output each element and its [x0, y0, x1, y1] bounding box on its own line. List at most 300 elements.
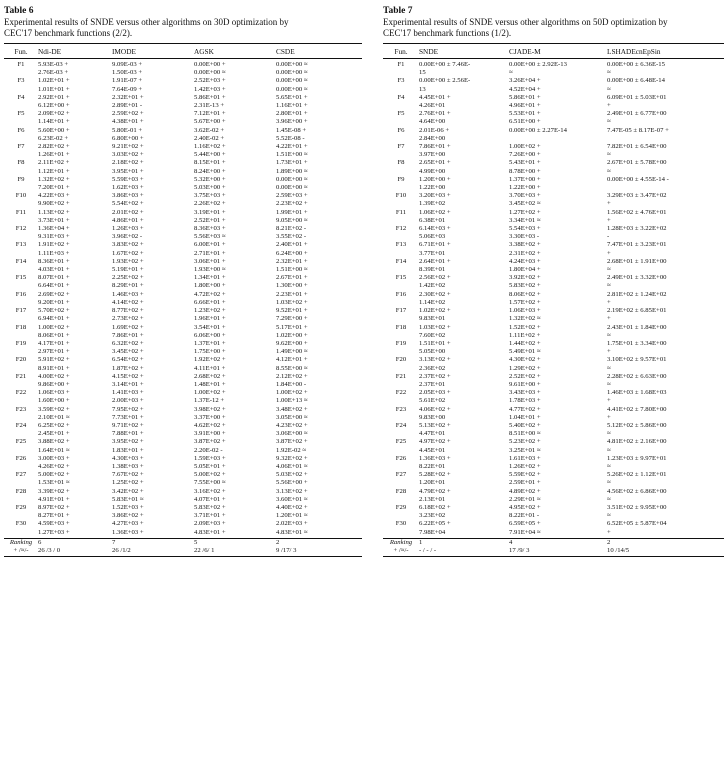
row-mean-line — [383, 110, 724, 118]
function-label-spacer — [383, 496, 419, 504]
result-cell: 3.26E+04 + — [509, 77, 541, 85]
result-cell: 4.26E+02 + — [38, 462, 70, 470]
result-cell: 1.91E+02 + — [38, 241, 70, 249]
result-cell: 9.21E+02 + — [112, 143, 144, 151]
function-label-spacer — [4, 479, 38, 487]
function-label: F28 — [395, 487, 407, 495]
row-std-line — [383, 69, 724, 77]
result-cell: 8.36E+01 + — [38, 257, 70, 265]
function-label-spacer — [383, 184, 419, 192]
result-cell: + — [607, 413, 611, 421]
result-cell: 0.00E+00 ± 2.27E-14 — [509, 126, 567, 134]
result-cell: 2.02E+03 + — [276, 520, 308, 528]
result-cell: 8.78E+00 + — [509, 167, 541, 175]
result-cell: ≈ — [607, 167, 611, 175]
function-label: F21 — [15, 372, 27, 380]
row-mean-line — [4, 324, 362, 332]
function-label-spacer — [383, 217, 419, 225]
function-label: F23 — [395, 405, 407, 413]
result-cell: 3.06E+01 + — [194, 257, 226, 265]
result-cell: 2.30E+02 + — [419, 290, 451, 298]
function-label: F10 — [395, 192, 407, 200]
result-cell: 3.73E+01 + — [38, 216, 70, 224]
row-mean-line — [383, 291, 724, 299]
row-mean-line — [4, 340, 362, 348]
result-cell: 5.83E+02 + — [509, 282, 541, 290]
result-cell: 6.64E+01 + — [38, 282, 70, 290]
table7-label: Table 7 — [383, 6, 413, 16]
result-cell: 3.14E+01 + — [112, 380, 144, 388]
table-row — [4, 143, 362, 159]
table-row — [4, 488, 362, 504]
table6-ranking-value: 5 — [194, 538, 198, 546]
result-cell: 1.42E+02 — [419, 282, 446, 290]
result-cell: 6.12E+00 + — [38, 102, 70, 110]
function-label: F6 — [17, 126, 25, 134]
result-cell: 5.67E+00 + — [194, 118, 226, 126]
function-label: F1 — [17, 61, 25, 68]
result-cell: 3.29E+03 ± 3.47E+02 — [607, 192, 667, 200]
function-label-spacer — [383, 332, 419, 340]
result-cell: 9.09E-03 + — [112, 61, 143, 68]
result-cell: 5.54E+03 + — [509, 225, 541, 233]
row-mean-line — [383, 192, 724, 200]
function-label: F20 — [395, 356, 407, 364]
result-cell: ≈ — [607, 118, 611, 126]
result-cell: 2.52E+02 + — [509, 372, 541, 380]
result-cell: 4.99E+00 — [419, 167, 446, 175]
result-cell: 3.92E+02 + — [509, 274, 541, 282]
result-cell: 2.11E+02 + — [38, 159, 70, 167]
function-label-spacer — [383, 168, 419, 176]
result-cell: 3.39E+02 + — [38, 487, 70, 495]
result-cell: 2.59E+01 + — [509, 479, 541, 487]
function-label: F27 — [15, 471, 27, 479]
result-cell: 2.59E+02 + — [112, 110, 144, 118]
table6-wtl-value: 26 /3 / 0 — [38, 547, 61, 555]
row-std-line — [4, 463, 362, 471]
result-cell: 9.05E+00 ≈ — [276, 216, 308, 224]
result-cell: 3.43E+03 + — [509, 389, 541, 397]
result-cell: 1.61E+03 + — [509, 454, 541, 462]
result-cell: 1.22E+00 + — [509, 184, 541, 192]
result-cell: 6.38E+01 — [419, 216, 446, 224]
row-std-line — [383, 250, 724, 258]
result-cell: 5.52E-08 - — [276, 134, 305, 142]
result-cell: 1.16E+01 + — [276, 102, 308, 110]
row-mean-line — [383, 406, 724, 414]
row-mean-line — [383, 324, 724, 332]
function-label: F13 — [15, 241, 27, 249]
function-label: F5 — [17, 110, 25, 118]
result-cell: 1.44E+02 + — [509, 339, 541, 347]
result-cell: 1.27E+02 + — [509, 208, 541, 216]
result-cell: 2.43E+01 ± 1.84E+00 — [607, 323, 667, 331]
function-label-spacer — [383, 447, 419, 455]
result-cell: 2.68E+01 ± 1.91E+00 — [607, 257, 667, 265]
row-std-line — [4, 397, 362, 405]
function-label-spacer — [383, 299, 419, 307]
result-cell — [607, 135, 724, 143]
function-label: F17 — [395, 307, 407, 315]
row-mean-line — [4, 110, 362, 118]
result-cell: 1.13E+02 + — [38, 208, 70, 216]
table-row — [4, 94, 362, 110]
result-cell: 2.31E+02 + — [509, 249, 541, 257]
table-row — [4, 61, 362, 77]
function-label: F8 — [17, 159, 25, 167]
function-label: F29 — [15, 503, 27, 511]
result-cell: 2.20E-02 - — [194, 446, 223, 454]
row-mean-line — [4, 192, 362, 200]
result-cell: 5.59E+02 + — [509, 471, 541, 479]
result-cell: 4.41E+02 ± 7.80E+00 — [607, 405, 667, 413]
result-cell: 5.49E+01 ≈ — [509, 348, 541, 356]
table-row — [383, 127, 724, 143]
table7-header-row — [383, 44, 724, 58]
result-cell: ≈ — [607, 266, 611, 274]
table6-wtl-label: + /≈/- — [13, 547, 29, 555]
row-mean-line — [4, 455, 362, 463]
result-cell: 7.60E+02 — [419, 331, 446, 339]
result-cell: 6.22E+05 + — [419, 520, 451, 528]
result-cell: 4.12E+01 + — [276, 356, 308, 364]
result-cell: 1.26E+01 + — [38, 151, 70, 159]
row-std-line — [4, 348, 362, 356]
function-label-spacer — [383, 151, 419, 159]
result-cell: 1.49E+00 ≈ — [276, 348, 308, 356]
result-cell: 1.99E+01 + — [276, 208, 308, 216]
result-cell: 0.00E+00 ± 2.56E- — [419, 77, 471, 85]
result-cell: 1.27E+03 + — [38, 528, 70, 536]
row-std-line — [383, 315, 724, 323]
function-label-spacer — [383, 200, 419, 208]
result-cell: 3.03E+02 + — [112, 151, 144, 159]
row-mean-line — [383, 176, 724, 184]
result-cell: 3.70E+03 + — [509, 192, 541, 200]
row-mean-line — [4, 127, 362, 135]
result-cell: 2.67E+01 ± 5.78E+00 — [607, 159, 667, 167]
result-cell: 3.00E+03 + — [38, 454, 70, 462]
result-cell: 2.59E+03 + — [276, 192, 308, 200]
result-cell: ≈ — [509, 69, 513, 77]
result-cell: 3.25E+01 ≈ — [509, 446, 541, 454]
result-cell: 9.83E+01 — [419, 315, 446, 323]
row-std-line — [383, 414, 724, 422]
table-row — [4, 110, 362, 126]
row-std-line — [4, 135, 362, 143]
function-label: F14 — [15, 257, 27, 265]
row-mean-line — [4, 241, 362, 249]
result-cell: 4.30E+02 + — [509, 356, 541, 364]
function-label-spacer — [4, 151, 38, 159]
table-row — [4, 356, 362, 372]
function-label-spacer — [383, 69, 419, 77]
result-cell: 1.67E+02 + — [112, 249, 144, 257]
function-label-spacer — [383, 381, 419, 389]
function-label-spacer — [383, 430, 419, 438]
result-cell: 4.47E+01 — [419, 430, 446, 438]
table7-ranking-label: Ranking — [389, 538, 413, 546]
result-cell: 1.75E+01 ± 3.34E+00 — [607, 339, 667, 347]
result-cell: 15 — [419, 69, 426, 77]
table6-ranking-value: 7 — [112, 538, 116, 546]
row-std-line — [383, 397, 724, 405]
result-cell: 6.06E+00 + — [194, 331, 226, 339]
result-cell: 6.94E+01 + — [38, 315, 70, 323]
function-label-spacer — [4, 381, 38, 389]
result-cell: 1.01E+01 + — [38, 85, 70, 93]
result-cell: 8.21E+02 - — [276, 225, 307, 233]
result-cell: 0.00E+00 ≈ — [276, 85, 308, 93]
result-cell: 2.80E+01 + — [276, 110, 308, 118]
function-label-spacer — [383, 135, 419, 143]
table7-panel — [383, 6, 724, 557]
table-row — [383, 340, 724, 356]
table7-ranking-row — [383, 539, 724, 548]
result-cell: ≈ — [607, 495, 611, 503]
table-row — [4, 241, 362, 257]
function-label: F22 — [395, 389, 407, 397]
result-cell: 1.53E+01 ≈ — [38, 479, 70, 487]
result-cell: 4.30E+03 + — [112, 454, 144, 462]
result-cell: 4.62E+02 + — [194, 421, 226, 429]
result-cell: 1.38E+03 + — [112, 462, 144, 470]
table-row — [383, 77, 724, 93]
function-label-spacer — [4, 430, 38, 438]
function-label: F1 — [397, 61, 405, 68]
result-cell: 1.36E+04 + — [38, 225, 70, 233]
result-cell: 4.22E+01 + — [276, 143, 308, 151]
result-cell: 5.28E+02 + — [419, 471, 451, 479]
result-cell: 0.00E+00 ± 2.92E-13 — [509, 61, 567, 68]
result-cell: 8.07E+01 + — [38, 274, 70, 282]
row-mean-line — [4, 61, 362, 69]
table7-header-snde: SNDE — [419, 46, 439, 56]
result-cell: 4.00E+02 + — [38, 372, 70, 380]
table7-header-fun: Fun. — [394, 46, 408, 56]
function-label: F7 — [397, 143, 405, 151]
table-row — [383, 291, 724, 307]
result-cell: 2.26E+02 + — [194, 200, 226, 208]
function-label-spacer — [383, 233, 419, 241]
result-cell: 3.86E+03 + — [112, 192, 144, 200]
result-cell: 8.22E+01 - — [509, 512, 540, 520]
result-cell: 7.55E+00 ≈ — [194, 479, 226, 487]
row-mean-line — [4, 225, 362, 233]
result-cell: 1.51E+01 + — [419, 339, 451, 347]
result-cell: 6.18E+02 + — [419, 503, 451, 511]
function-label: F11 — [395, 208, 407, 216]
row-std-line — [383, 512, 724, 520]
row-std-line — [383, 282, 724, 290]
result-cell: 5.86E+01 + — [509, 93, 541, 101]
function-label-spacer — [4, 69, 38, 77]
function-label: F14 — [395, 257, 407, 265]
result-cell: 0.00E+00 ± 6.48E-14 — [607, 77, 665, 85]
row-std-line — [4, 414, 362, 422]
row-std-line — [4, 282, 362, 290]
result-cell: 4.03E+01 + — [38, 266, 70, 274]
function-label: F26 — [15, 454, 27, 462]
row-mean-line — [383, 159, 724, 167]
result-cell: + — [607, 249, 611, 257]
result-cell: 1.26E+02 + — [509, 462, 541, 470]
result-cell: 5.40E+02 + — [509, 421, 541, 429]
table7-wtl-label: + /≈/- — [393, 547, 409, 555]
result-cell: 5.54E+02 + — [112, 200, 144, 208]
row-std-line — [4, 118, 362, 126]
table-row — [4, 455, 362, 471]
result-cell: 4.72E+02 + — [194, 290, 226, 298]
result-cell: 2.89E+01 - — [112, 102, 143, 110]
result-cell: 2.36E+02 — [419, 364, 446, 372]
result-cell: 4.24E+03 + — [509, 257, 541, 265]
result-cell: 1.39E+02 — [419, 200, 446, 208]
result-cell: 4.06E+02 + — [419, 405, 451, 413]
result-cell: 1.56E+02 ± 4.76E+01 — [607, 208, 667, 216]
table-row — [4, 159, 362, 175]
result-cell: 1.37E+00 + — [509, 175, 541, 183]
row-std-line — [383, 348, 724, 356]
result-cell: 7.29E+00 + — [276, 315, 308, 323]
function-label: F21 — [395, 372, 407, 380]
result-cell: 6.80E+00 + — [112, 134, 144, 142]
result-cell: 1.46E+03 + — [112, 290, 144, 298]
table-row — [383, 504, 724, 520]
result-cell: 4.45E+01 + — [419, 93, 451, 101]
result-cell: 3.83E+02 + — [112, 241, 144, 249]
result-cell: 2.64E+01 + — [419, 257, 451, 265]
table-row — [383, 324, 724, 340]
result-cell: ≈ — [607, 331, 611, 339]
table-row — [383, 389, 724, 405]
row-std-line — [383, 86, 724, 94]
table6-caption-line2: CEC'17 benchmark functions (2/2). — [4, 28, 133, 38]
row-mean-line — [4, 159, 362, 167]
function-label-spacer — [383, 266, 419, 274]
row-std-line — [4, 365, 362, 373]
table-row — [4, 291, 362, 307]
result-cell: 1.45E-08 + — [276, 126, 307, 134]
result-cell: 3.16E+02 + — [194, 487, 226, 495]
result-cell: 4.40E+02 + — [276, 503, 308, 511]
result-cell: 1.03E+02 + — [419, 323, 451, 331]
table-row — [383, 241, 724, 257]
row-mean-line — [383, 340, 724, 348]
row-mean-line — [383, 455, 724, 463]
result-cell: 3.87E+02 + — [194, 438, 226, 446]
result-cell: 1.06E+02 + — [419, 208, 451, 216]
row-mean-line — [4, 373, 362, 381]
row-mean-line — [383, 520, 724, 528]
table-row — [383, 94, 724, 110]
row-std-line — [383, 529, 724, 537]
result-cell: 2.10E+01 ≈ — [38, 413, 70, 421]
table6-ranking-value: 2 — [276, 538, 280, 546]
result-cell: 2.81E+02 ± 1.24E+02 — [607, 290, 667, 298]
result-cell: 3.34E+01 ≈ — [509, 216, 541, 224]
table-row — [383, 488, 724, 504]
row-mean-line — [383, 356, 724, 364]
result-cell: 1.91E-07 + — [112, 77, 143, 85]
result-cell: 1.22E+00 — [419, 184, 446, 192]
result-cell: 5.00E+02 + — [38, 471, 70, 479]
table6-header-imode: IMODE — [112, 46, 136, 56]
result-cell: 0.00E+00 ≈ — [276, 77, 308, 85]
function-label: F30 — [395, 520, 407, 528]
result-cell: 8.55E+00 ≈ — [276, 364, 308, 372]
result-cell: ≈ — [607, 380, 611, 388]
function-label-spacer — [4, 496, 38, 504]
result-cell: 2.82E+02 + — [38, 143, 70, 151]
table-row — [383, 422, 724, 438]
function-label-spacer — [4, 217, 38, 225]
result-cell: 2.00E+03 + — [112, 397, 144, 405]
function-label: F3 — [17, 77, 25, 85]
row-std-line — [4, 151, 362, 159]
result-cell: 1.96E+01 + — [194, 315, 226, 323]
result-cell: 3.95E+01 + — [112, 167, 144, 175]
row-mean-line — [383, 504, 724, 512]
row-mean-line — [383, 258, 724, 266]
result-cell: 1.04E+01 + — [509, 413, 541, 421]
function-label-spacer — [4, 447, 38, 455]
result-cell: 1.89E+00 ≈ — [276, 167, 308, 175]
result-cell: 1.03E+02 + — [276, 298, 308, 306]
result-cell: 1.00E+13 ≈ — [276, 397, 308, 405]
row-std-line — [4, 200, 362, 208]
table-row — [383, 176, 724, 192]
result-cell: 1.46E+03 ± 1.68E+03 — [607, 389, 667, 397]
result-cell: 1.16E+02 + — [194, 143, 226, 151]
result-cell: 1.60E+00 + — [38, 397, 70, 405]
function-label: F22 — [15, 389, 27, 397]
result-cell: 3.45E+02 ≈ — [509, 200, 541, 208]
result-cell: 2.25E+02 + — [112, 274, 144, 282]
row-std-line — [4, 299, 362, 307]
result-cell: 4.97E+02 + — [419, 438, 451, 446]
result-cell: 3.86E+02 + — [112, 512, 144, 520]
row-std-line — [4, 512, 362, 520]
row-std-line — [383, 266, 724, 274]
result-cell: 1.02E+00 + — [276, 331, 308, 339]
function-label: F3 — [397, 77, 405, 85]
function-label: F11 — [15, 208, 27, 216]
function-label: F24 — [395, 421, 407, 429]
row-std-line — [4, 102, 362, 110]
function-label-spacer — [4, 512, 38, 520]
table6-wtl-value: 22 /6/ 1 — [194, 547, 215, 555]
result-cell: + — [607, 397, 611, 405]
result-cell: 3.55E+02 - — [276, 233, 307, 241]
result-cell: 1.62E+03 + — [112, 184, 144, 192]
result-cell: 5.83E+01 ≈ — [112, 495, 144, 503]
result-cell: 5.80E-01 + — [112, 126, 143, 134]
result-cell: 1.02E+01 + — [38, 77, 70, 85]
result-cell: 2.12E+02 + — [276, 372, 308, 380]
result-cell: 2.28E+02 ± 6.63E+00 — [607, 372, 667, 380]
function-label: F6 — [397, 126, 405, 134]
result-cell: 7.82E+01 ± 6.54E+00 — [607, 143, 667, 151]
row-mean-line — [4, 258, 362, 266]
result-cell: 3.96E+02 - — [112, 233, 143, 241]
result-cell: 3.51E+02 ± 9.95E+00 — [607, 503, 667, 511]
result-cell: 6.24E+00 + — [276, 249, 308, 257]
result-cell: 3.45E+02 + — [112, 348, 144, 356]
result-cell: 2.71E+01 + — [194, 249, 226, 257]
function-label-spacer — [4, 529, 38, 537]
